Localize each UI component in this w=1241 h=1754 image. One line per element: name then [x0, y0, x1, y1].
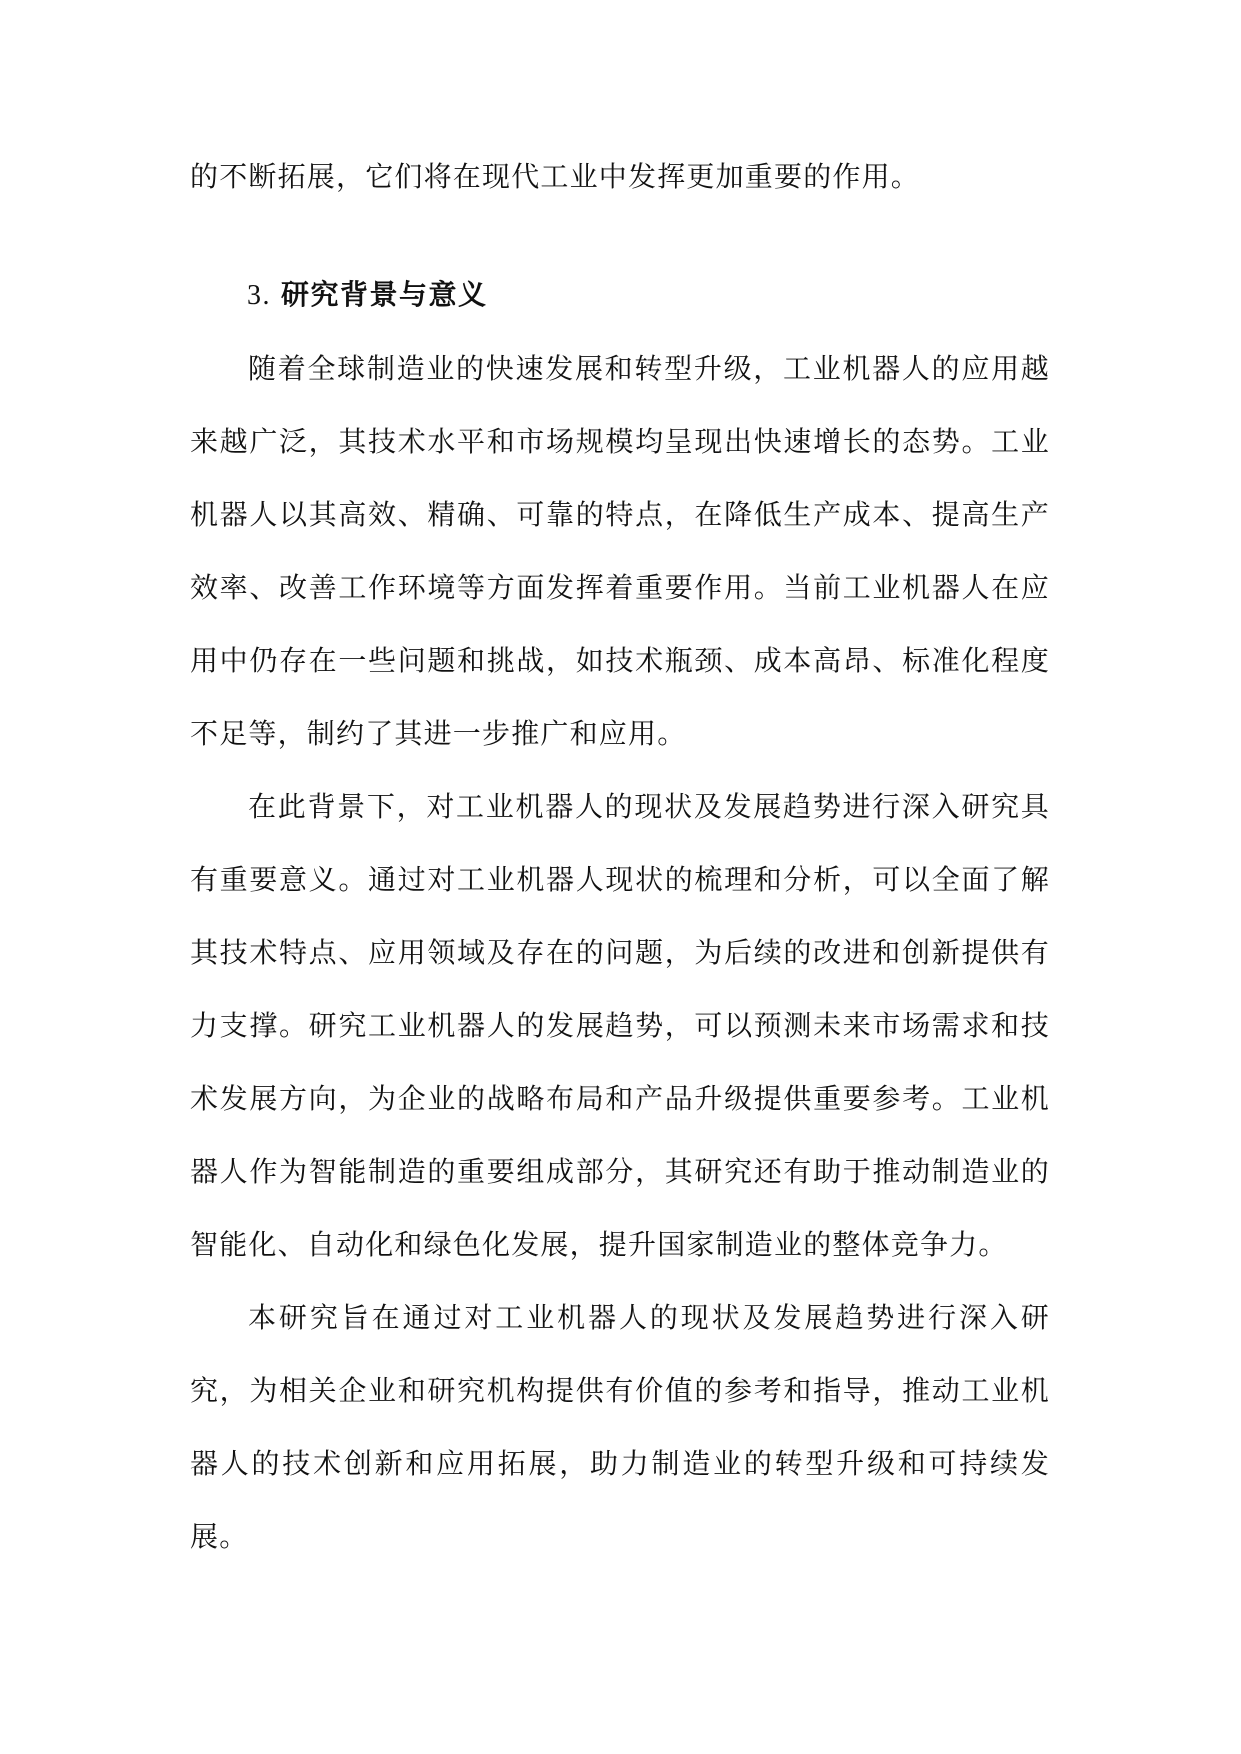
- section-number: 3.: [247, 280, 271, 311]
- paragraph-aim: 本研究旨在通过对工业机器人的现状及发展趋势进行深入研究，为相关企业和研究机构提供有价值的参考和指导，推动工业机器人的技术创新和应用拓展，助力制造业的转型升级和可持续发展。: [190, 1301, 1050, 1553]
- paragraph-background: 随着全球制造业的快速发展和转型升级，工业机器人的应用越来越广泛，其技术水平和市场规模均呈现出快速增长的态势。工业机器人以其高效、精确、可靠的特点，在降低生产成本、提高生产效率、改善工作环境等方面发挥着重要作用。当前工业机器人在应用中仍存在一些问题和挑战，如技术瓶颈、成本高昂、标准化程度不足等，制约了其进一步推广和应用。: [190, 352, 1050, 750]
- section-heading: [190, 258, 1050, 332]
- section-title: 研究背景与意义: [281, 278, 488, 311]
- paragraph-significance: 在此背景下，对工业机器人的现状及发展趋势进行深入研究具有重要意义。通过对工业机器人现状的梳理和分析，可以全面了解其技术特点、应用领域及存在的问题，为后续的改进和创新提供有力支撑。研究工业机器人的发展趋势，可以预测未来市场需求和技术发展方向，为企业的战略布局和产品升级提供重要参考。工业机器人作为智能制造的重要组成部分，其研究还有助于推动制造业的智能化、自动化和绿色化发展，提升国家制造业的整体竞争力。: [190, 790, 1050, 1261]
- continued-paragraph: 的不断拓展，它们将在现代工业中发挥更加重要的作用。: [190, 160, 921, 193]
- document-body: [190, 140, 1050, 1573]
